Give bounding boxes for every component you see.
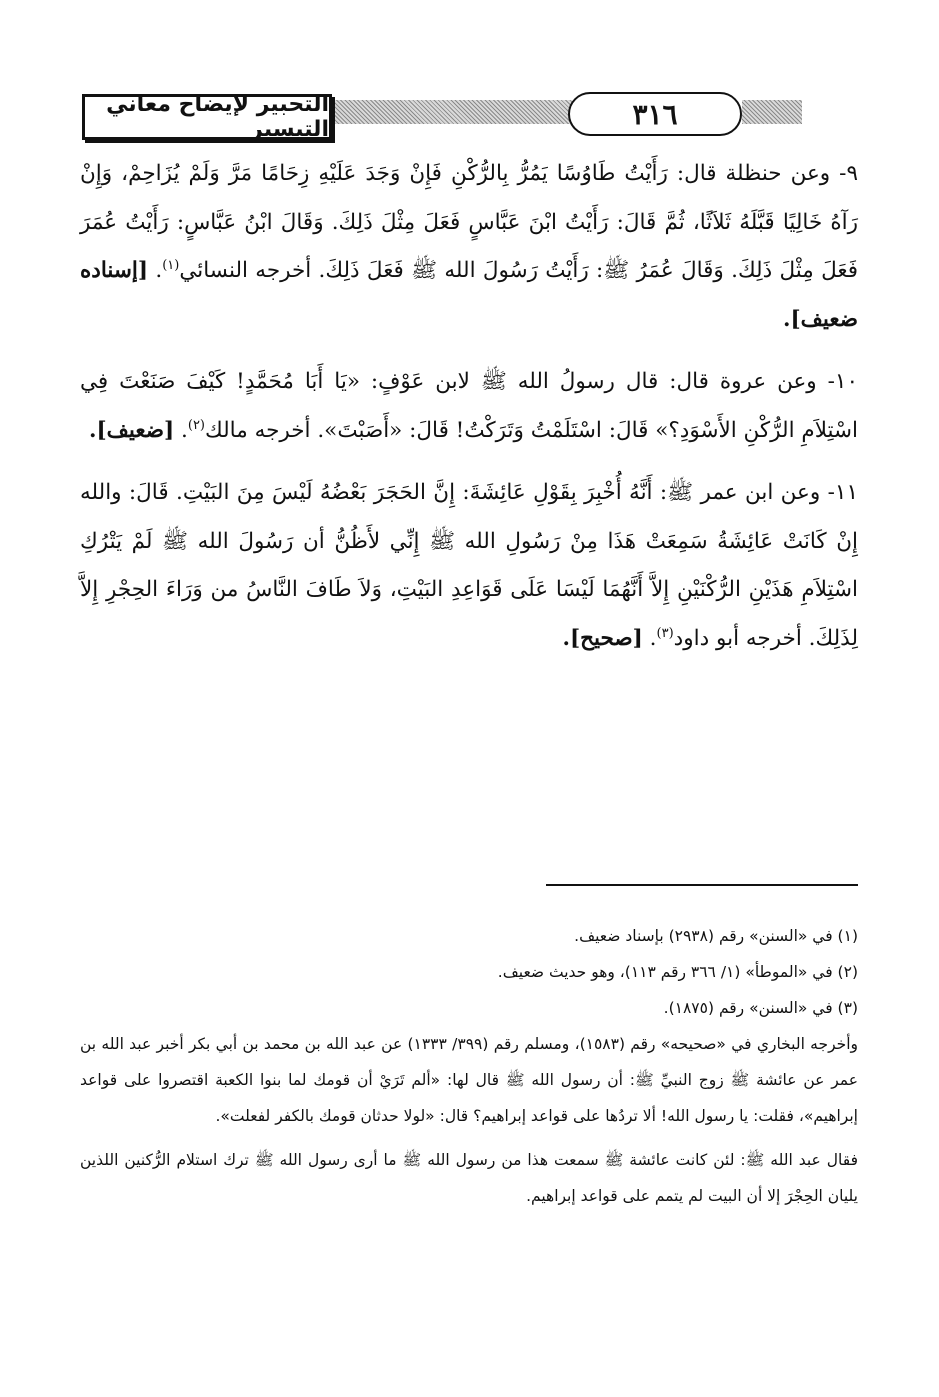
hadith-10 — [80, 358, 858, 455]
punctuation: . — [649, 625, 657, 651]
hadith-text: ٩- وعن حنظلة قال: رَأَيْتُ طَاوُسًا يَمُرُّ بِالرُّكْنِ فَإِنْ وَجَدَ عَلَيْهِ زِحَامًا مَرَّ وَلَمْ يُزَاحِمْ، وَإِنْ رَآهُ خَالِيًا قَبَّلَهُ ثَلاَثًا، ثُمَّ قَالَ: رَأَيْتُ ابْنَ عَبَّاسٍ فَعَلَ مِثْلَ ذَلِكَ. وَقَالَ ابْنُ عَبَّاسٍ: رَأَيْتُ عُمَرَ فَعَلَ مِثْلَ ذَلِكَ. وَقَالَ عُمَرُ ﷺ: رَأَيْتُ رَسُولَ الله ﷺ فَعَلَ ذَلِكَ. أخرجه النسائي — [80, 161, 858, 283]
main-text — [80, 150, 858, 677]
footnote-ref[interactable]: (١) — [162, 257, 180, 273]
punctuation: . — [155, 258, 163, 283]
hadith-grade: [ضعيف]. — [88, 417, 175, 443]
note-bukhari-muslim: وأخرجه البخاري في «صحيحه» رقم (١٥٨٣)، ومسلم رقم (٣٩٩/ ١٣٣٣) عن عبد الله بن محمد بن أبي بكر أخبر عبد الله بن عمر عن عائشة ﷺ زوج النبيِّ ﷺ: أن رسول الله ﷺ قال لها: «ألم تَرَيْ أن قومك لما بنوا الكعبة اقتصروا على قواعد إبراهيم»، فقلت: يا رسول الله! ألا تردُها على قواعد إبراهيم؟ قال: «لولا حدثان قومك بالكفر لفعلت». — [80, 1035, 858, 1125]
note-abdullah: فقال عبد الله ﷺ: لئن كانت عائشة ﷺ سمعت هذا من رسول الله ﷺ ما أرى رسول الله ﷺ ترك استلام الرُّكنين اللذين يليان الحِجْرَ إلا أن البيت لم يتمم على قواعد إبراهيم. — [80, 1151, 858, 1205]
header-hatch-middle — [330, 100, 572, 124]
hadith-9 — [80, 150, 858, 344]
header-hatch-right — [742, 100, 802, 124]
footnote-1: (١) في «السنن» رقم (٢٩٣٨) بإسناد ضعيف. — [574, 927, 858, 945]
page-header — [82, 92, 858, 140]
footnotes — [80, 918, 858, 1214]
footnote-ref[interactable]: (٢) — [187, 417, 205, 433]
hadith-grade: [صحيح]. — [562, 625, 643, 651]
hadith-grade: [إسناده ضعيف]. — [80, 258, 858, 332]
hadith-text: ١١- وعن ابن عمر ﷺ: أَنَّهُ أُخْبِرَ بِقَوْلِ عَائِشَةَ: إِنَّ الحَجَرَ بَعْضُهُ لَيْسَ مِنَ البَيْتِ. قَالَ: والله إِنْ كَانَتْ عَائِشَةُ سَمِعَتْ هَذَا مِنْ رَسُولِ الله ﷺ إِنِّي لأَظُنُّ أن رَسُولَ الله ﷺ لَمْ يَتْرُكِ اسْتِلاَمِ هَذَيْنِ الرُّكْنَيْنِ إِلاَّ أَنَّهُمَا لَيْسَا عَلَى قَوَاعِدِ البَيْتِ، وَلاَ طَافَ النَّاسُ من وَرَاءَ الحِجْرِ إِلاَّ لِذَلِكَ. أخرجه أبو داود — [80, 480, 858, 651]
book-title: التحبير لإيضاح معاني التيسير — [82, 94, 332, 140]
hadith-text: ١٠- وعن عروة قال: قال رسولُ الله ﷺ لابن عَوْفٍ: «يَا أَبَا مُحَمَّدٍ! كَيْفَ صَنَعْتَ فِي اسْتِلاَمِ الرُّكْنِ الأَسْوَدِ؟» قَالَ: اسْتَلَمْتُ وَتَرَكْتُ! قَالَ: «أَصَبْتَ». أخرجه مالك — [80, 369, 858, 443]
page-number: ٣١٦ — [568, 92, 742, 136]
hadith-11 — [80, 469, 858, 663]
footnote-divider — [546, 884, 858, 886]
footnote-2: (٢) في «الموطأ» (١/ ٣٦٦ رقم ١١٣)، وهو حديث ضعيف. — [497, 963, 858, 981]
punctuation: . — [181, 417, 188, 443]
footnote-3: (٣) في «السنن» رقم (١٨٧٥). — [663, 999, 858, 1017]
footnote-ref[interactable]: (٣) — [656, 625, 674, 641]
